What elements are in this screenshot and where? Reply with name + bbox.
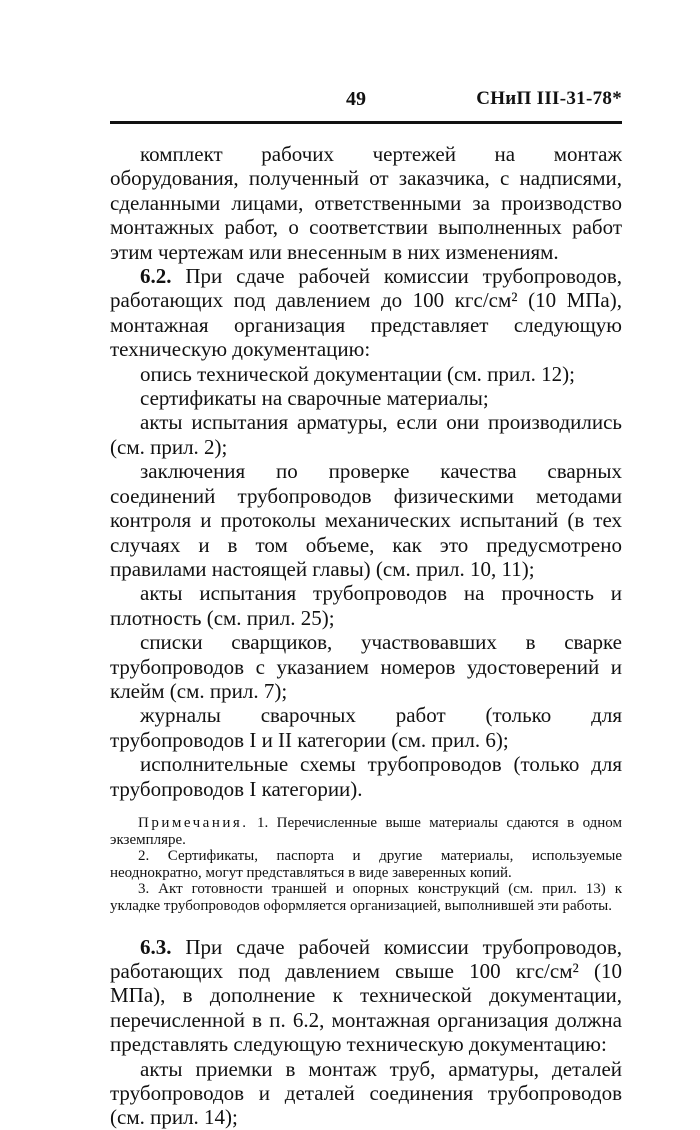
list-item: акты испытания трубопроводов на прочность и плотность (см. прил. 25); (110, 581, 622, 630)
section-6-2 (110, 264, 622, 362)
list-item: опись технической документации (см. прил. 12); (140, 361, 575, 386)
list-item: заключения по проверке качества сварных соединений трубопроводов физическими методами контроля и протоколы механических испытаний (в тех случаях и в том объеме, как это предусмотрено правилами настоящей главы) (см. прил. 10, 11); (110, 459, 622, 581)
section-6-3 (110, 935, 622, 1057)
list-item: журналы сварочных работ (только для трубопроводов I и II категории (см. прил. 6); (110, 703, 622, 752)
section-text: При сдаче рабочей комиссии трубопроводов, работающих под давлением до 100 кгс/см² (10 МПа), монтажная организация представляет следующую техническую документацию: (110, 264, 622, 362)
section-text: При сдаче рабочей комиссии трубопроводов, работающих под давлением свыше 100 кгс/см² (10 МПа), в дополнение к технической документации, перечисленной в п. 6.2, монтажная организация должна представлять следующую техническую документацию: (110, 934, 622, 1057)
header-rule (110, 121, 622, 124)
list-item: акты приемки в монтаж труб, арматуры, деталей трубопроводов и деталей соединения трубопроводов (см. прил. 14); (110, 1056, 622, 1130)
notes-block (110, 815, 622, 915)
page-number: 49 (346, 88, 366, 110)
page-header (110, 88, 622, 114)
document-code: СНиП III-31-78* (476, 88, 622, 109)
list-item: акты испытания арматуры, если они производились (см. прил. 2); (110, 410, 622, 459)
note-item: 3. Акт готовности траншей и опорных конструкций (см. прил. 13) к укладке трубопроводов оформляется организацией, выполнившей эти работы. (110, 881, 622, 914)
note-item: 2. Сертификаты, паспорта и другие материалы, используемые неоднократно, могут представляться в виде заверенных копий. (110, 848, 622, 881)
intro-paragraph: комплект рабочих чертежей на монтаж оборудования, полученный от заказчика, с надписями, сделанными лицами, ответственными за производство монтажных работ, о соответствии выполненных работ этим чертежам или внесенным в них изменениям. (110, 142, 622, 264)
notes-label: Примечания. (138, 814, 249, 831)
page-content (110, 142, 622, 1130)
list-item: исполнительные схемы трубопроводов (только для трубопроводов I категории). (110, 752, 622, 801)
spacer (110, 915, 622, 935)
list-item: сертификаты на сварочные материалы; (140, 386, 489, 411)
list-item: списки сварщиков, участвовавших в сварке трубопроводов с указанием номеров удостоверений и клейм (см. прил. 7); (110, 630, 622, 703)
section-number: 6.3. (140, 934, 172, 959)
note-text: 1. Перечисленные выше материалы сдаются в одном экземпляре. (110, 814, 623, 848)
section-number: 6.2. (140, 264, 172, 289)
note-item (110, 815, 622, 848)
